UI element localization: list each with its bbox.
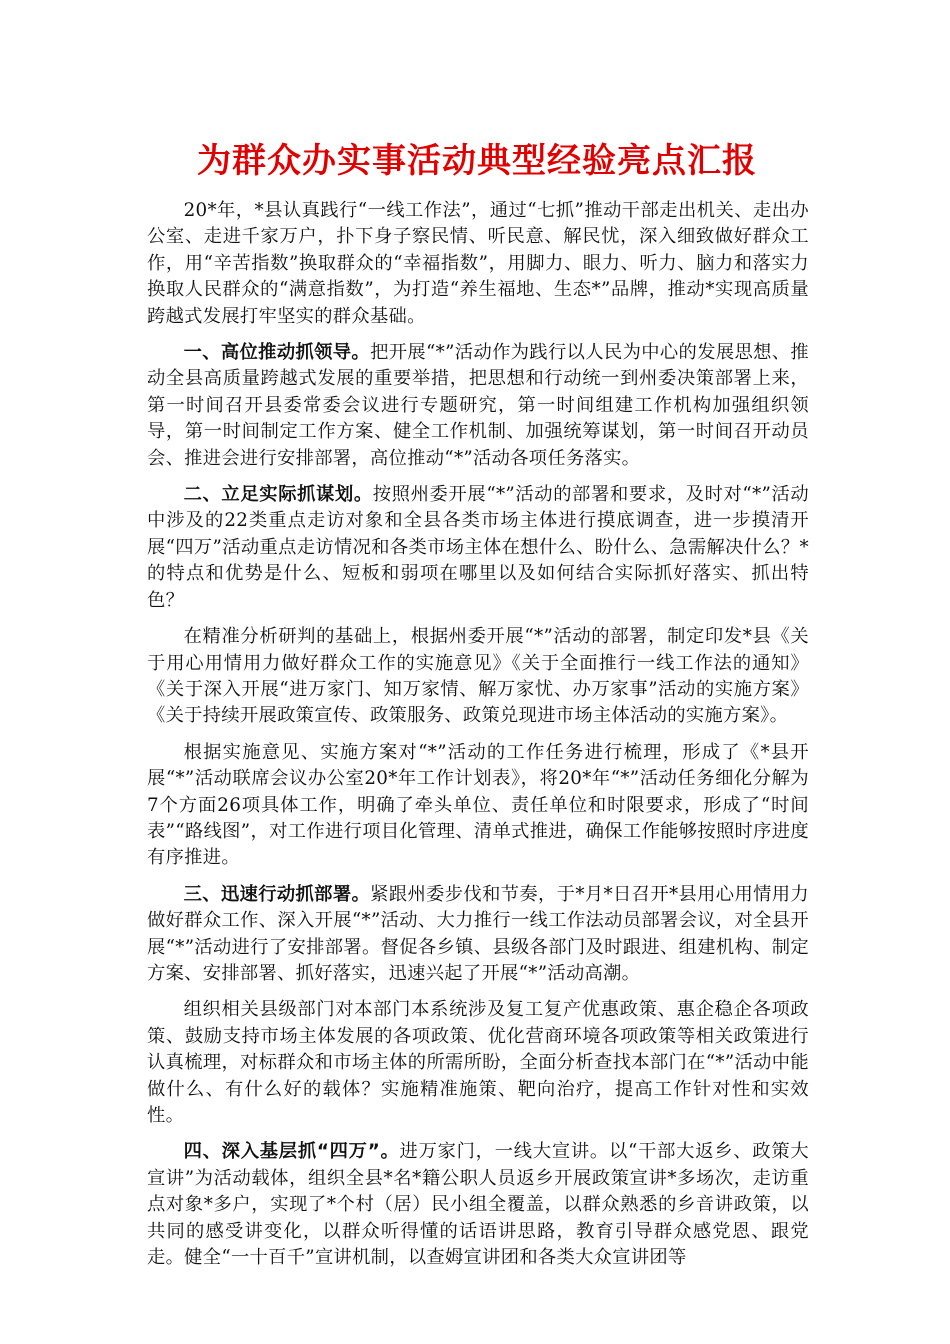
section-heading: 一、高位推动抓领导。 <box>183 342 371 364</box>
paragraph-section-1 <box>147 340 809 472</box>
paragraph-text: 按照州委开展“*”活动的部署和要求，及时对“*”活动中涉及的22类重点走访对象和全县各类市场主体进行摸底调查，进一步摸清开展“四万”活动重点走访情况和各类市场主体在想什么、盼什么、急需解决什么？*的特点和优势是什么、短板和弱项在哪里以及如何结合实际抓好落实、抓出特色？ <box>147 484 809 611</box>
document-title: 为群众办实事活动典型经验亮点汇报 <box>197 141 757 181</box>
document-page <box>147 138 809 1281</box>
paragraph-text: 进万家门，一线大宣讲。以“干部大返乡、政策大宣讲”为活动载体，组织全县*名*籍公职人员返乡开展政策宣讲*多场次，走访重点对象*多户，实现了*个村（居）民小组全覆盖，以群众熟悉的乡音讲政策，以共同的感受讲变化，以群众听得懂的话语讲思路，教育引导群众感党恩、跟党走。健全“一十百千”宣讲机制，以查姆宣讲团和各类大众宣讲团等 <box>147 1141 809 1269</box>
paragraph-body <box>147 997 809 1129</box>
paragraph-text: 20*年，*县认真践行“一线工作法”，通过“七抓”推动干部走出机关、走出办公室、走进千家万户，扑下身子察民情、听民意、解民忧，深入细致做好群众工作，用“辛苦指数”换取群众的“幸福指数”，用脚力、眼力、听力、脑力和落实力换取人民群众的“满意指数”，为打造“养生福地、生态*”品牌，推动*实现高质量跨越式发展打牢坚实的群众基础。 <box>147 200 809 327</box>
paragraph-section-4 <box>147 1139 809 1271</box>
paragraph-text: 组织相关县级部门对本部门本系统涉及复工复产优惠政策、惠企稳企各项政策、鼓励支持市场主体发展的各项政策、优化营商环境各项政策等相关政策进行认真梳理，对标群众和市场主体的所需所盼，全面分析查找本部门在“*”活动中能做什么、有什么好的载体？实施精准施策、靶向治疗，提高工作针对性和实效性。 <box>147 999 809 1126</box>
paragraph-body <box>147 624 809 730</box>
section-heading: 三、迅速行动抓部署。 <box>183 883 371 905</box>
paragraph-intro <box>147 198 809 330</box>
paragraph-section-2 <box>147 482 809 614</box>
section-heading: 二、立足实际抓谋划。 <box>183 484 373 506</box>
section-heading: 四、深入基层抓“四万”。 <box>183 1141 400 1163</box>
paragraph-text: 把开展“*”活动作为践行以人民为中心的发展思想、推动全县高质量跨越式发展的重要举措，把思想和行动统一到州委决策部署上来，第一时间召开县委常委会议进行专题研究，第一时间组建工作机构加强组织领导，第一时间制定工作方案、健全工作机制、加强统筹谋划，第一时间召开动员会、推进会进行安排部署，高位推动“*”活动各项任务落实。 <box>147 342 809 469</box>
paragraph-body <box>147 740 809 872</box>
paragraph-text: 在精准分析研判的基础上，根据州委开展“*”活动的部署，制定印发*县《关于用心用情用力做好群众工作的实施意见》《关于全面推行一线工作法的通知》《关于深入开展“进万家门、知万家情、解万家忧、办万家事”活动的实施方案》《关于持续开展政策宣传、政策服务、政策兑现进市场主体活动的实施方案》。 <box>147 626 809 727</box>
paragraph-text: 根据实施意见、实施方案对“*”活动的工作任务进行梳理，形成了《*县开展“*”活动联席会议办公室20*年工作计划表》，将20*年“*”活动任务细化分解为7个方面26项具体工作，明确了牵头单位、责任单位和时限要求，形成了“时间表”“路线图”，对工作进行项目化管理、清单式推进，确保工作能够按照时序进度有序推进。 <box>147 741 809 869</box>
paragraph-section-3 <box>147 882 809 988</box>
paragraph-text: 紧跟州委步伐和节奏，于*月*日召开*县用心用情用力做好群众工作、深入开展“*”活动、大力推行一线工作法动员部署会议，对全县开展“*”活动进行了安排部署。督促各乡镇、县级各部门及时跟进、组建机构、制定方案、安排部署、抓好落实，迅速兴起了开展“*”活动高潮。 <box>147 883 810 984</box>
